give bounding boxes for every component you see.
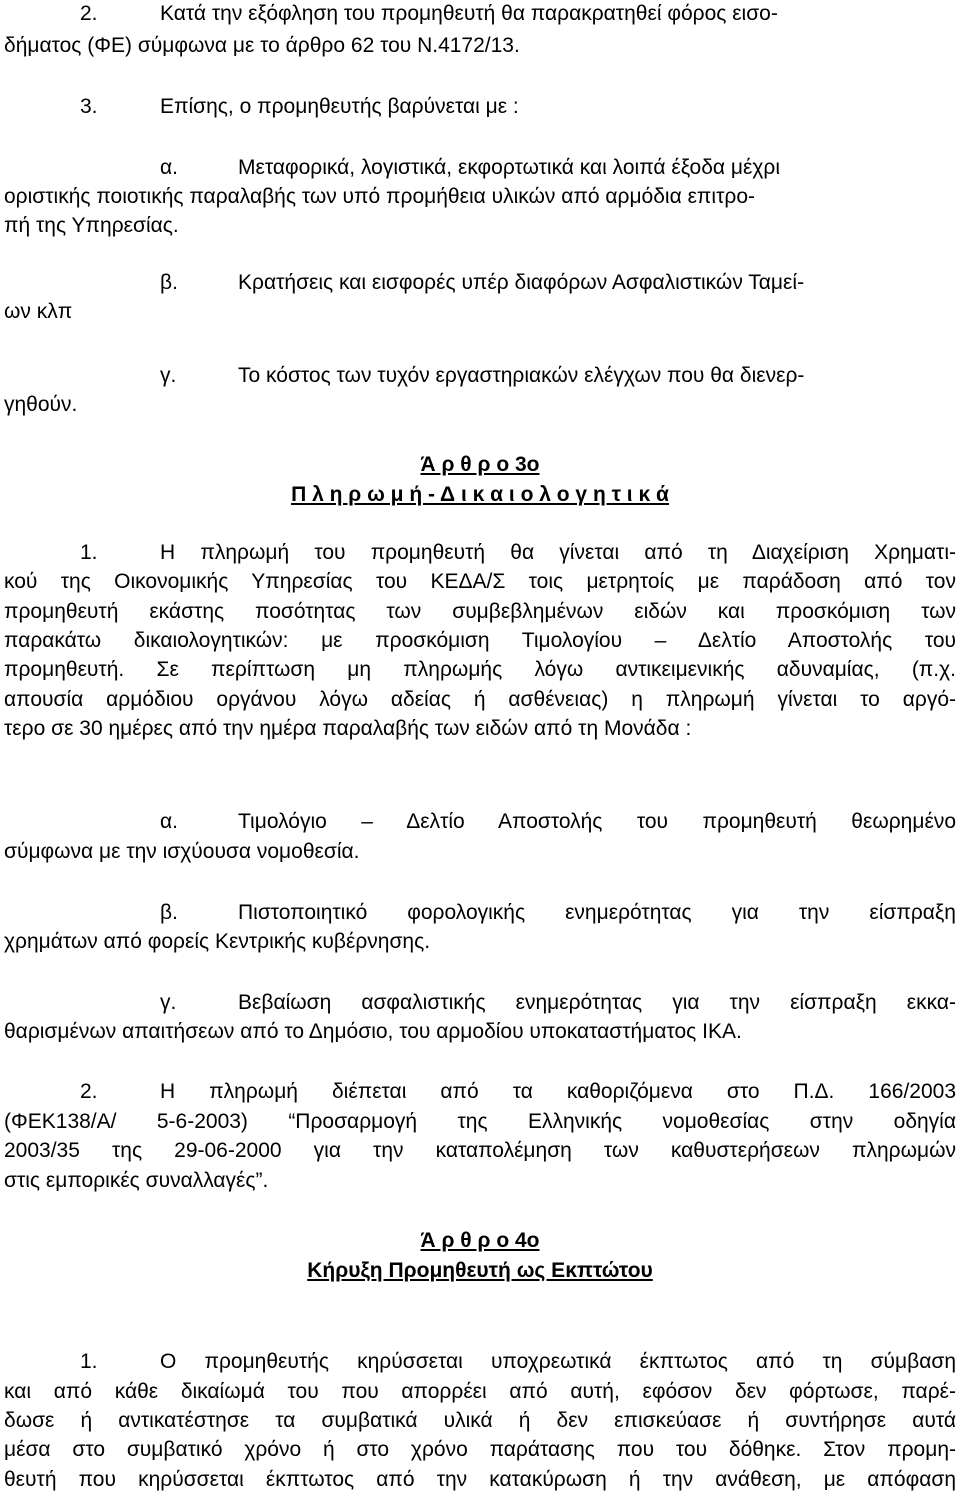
paragraph-text: Πιστοποιητικό φορολογικής ενημερότητας για την είσπραξη — [238, 901, 956, 924]
paragraph-text: Ο προμηθευτής κηρύσσεται υποχρεωτικά έκπτωτος από τη σύμβαση — [160, 1350, 956, 1373]
item-number: 1. — [80, 541, 98, 564]
paragraph-text: τερο σε 30 ημέρες από την ημέρα παραλαβής των ειδών από τη Μονάδα : — [4, 717, 692, 740]
paragraph-text: προμηθευτή. Σε περίπτωση μη πληρωμής λόγω αντικειμενικής αδυναμίας, (π.χ. — [4, 658, 956, 681]
paragraph-text: παρακάτω δικαιολογητικών: με προσκόμιση Τιμολογίου – Δελτίο Αποστολής του — [4, 629, 956, 652]
paragraph-text: 2003/35 της 29-06-2000 για την καταπολέμηση των καθυστερήσεων πληρωμών — [4, 1139, 956, 1162]
article-subtitle: Π λ η ρ ω μ ή - Δ ι κ α ι ο λ ο γ η τ ι κ ά — [291, 483, 669, 506]
paragraph-text: Η πληρωμή του προμηθευτή θα γίνεται από τη Διαχείριση Χρηματι- — [160, 541, 956, 564]
article-title: Ά ρ θ ρ ο 4ο — [420, 1229, 540, 1252]
paragraph-text: Βεβαίωση ασφαλιστικής ενημερότητας για την είσπραξη εκκα- — [238, 991, 956, 1014]
item-letter: γ. — [160, 991, 177, 1014]
paragraph-text: θευτή που κηρύσσεται έκπτωτος από την κατακύρωση ή την ανάθεση, με απόφαση — [4, 1468, 956, 1491]
paragraph-text: πή της Υπηρεσίας. — [4, 214, 179, 237]
item-number: 1. — [80, 1350, 98, 1373]
paragraph-text: Το κόστος των τυχόν εργαστηριακών ελέγχων που θα διενερ- — [238, 364, 805, 387]
paragraph-text: Τιμολόγιο – Δελτίο Αποστολής του προμηθευτή θεωρημένο — [238, 810, 956, 833]
item-letter: α. — [160, 810, 178, 833]
item-number: 2. — [80, 2, 98, 25]
paragraph-text: γηθούν. — [4, 393, 78, 416]
paragraph-text: δήματος (ΦΕ) σύμφωνα με το άρθρο 62 του Ν.4172/13. — [4, 34, 520, 57]
paragraph-text: προμηθευτή εκάστης ποσότητας των συμβεβλημένων ειδών και προσκόμιση των — [4, 600, 956, 623]
item-letter: β. — [160, 271, 178, 294]
paragraph-text: μέσα στο συμβατικό χρόνο ή στο χρόνο παράτασης που του δόθηκε. Στον προμη- — [4, 1438, 956, 1461]
item-letter: α. — [160, 156, 178, 179]
paragraph-text: θαρισμένων απαιτήσεων από το Δημόσιο, του αρμοδίου υποκαταστήματος ΙΚΑ. — [4, 1020, 742, 1043]
item-letter: γ. — [160, 364, 177, 387]
paragraph-text: Επίσης, ο προμηθευτής βαρύνεται με : — [160, 95, 519, 118]
paragraph-text: χρημάτων από φορείς Κεντρικής κυβέρνησης. — [4, 930, 431, 953]
article-title: Ά ρ θ ρ ο 3ο — [420, 453, 540, 476]
paragraph-text: σύμφωνα με την ισχύουσα νομοθεσία. — [4, 840, 360, 863]
paragraph-text: Μεταφορικά, λογιστικά, εκφορτωτικά και λοιπά έξοδα μέχρι — [238, 156, 781, 179]
paragraph-text: κού της Οικονομικής Υπηρεσίας του ΚΕΔΑ/Σ τοις μετρητοίς με παράδοση από τον — [4, 570, 956, 593]
paragraph-text: οριστικής ποιοτικής παραλαβής των υπό προμήθεια υλικών από αρμόδια επιτρο- — [4, 185, 755, 208]
item-number: 2. — [80, 1080, 98, 1103]
paragraph-text: Η πληρωμή διέπεται από τα καθοριζόμενα στο Π.Δ. 166/2003 — [160, 1080, 956, 1103]
item-number: 3. — [80, 95, 98, 118]
paragraph-text: Κρατήσεις και εισφορές υπέρ διαφόρων Ασφαλιστικών Ταμεί- — [238, 271, 805, 294]
paragraph-text: δωσε ή αντικατέστησε τα συμβατικά υλικά ή δεν επισκεύασε ή συντήρησε αυτά — [4, 1409, 956, 1432]
paragraph-text: και από κάθε δικαίωμά του που απορρέει από αυτή, εφόσον δεν φόρτωσε, παρέ- — [4, 1380, 956, 1403]
article-subtitle: Κήρυξη Προμηθευτή ως Εκπτώτου — [307, 1259, 653, 1282]
paragraph-text: στις εμπορικές συναλλαγές”. — [4, 1169, 269, 1192]
paragraph-text: απουσία αρμόδιου οργάνου λόγω αδείας ή ασθένειας) η πληρωμή γίνεται το αργό- — [4, 688, 956, 711]
paragraph-text: ων κλπ — [4, 300, 73, 323]
paragraph-text: Κατά την εξόφληση του προμηθευτή θα παρακρατηθεί φόρος εισο- — [160, 2, 778, 25]
paragraph-text: (ΦΕΚ138/Α/ 5-6-2003) “Προσαρμογή της Ελληνικής νομοθεσίας στην οδηγία — [4, 1110, 956, 1133]
item-letter: β. — [160, 901, 178, 924]
